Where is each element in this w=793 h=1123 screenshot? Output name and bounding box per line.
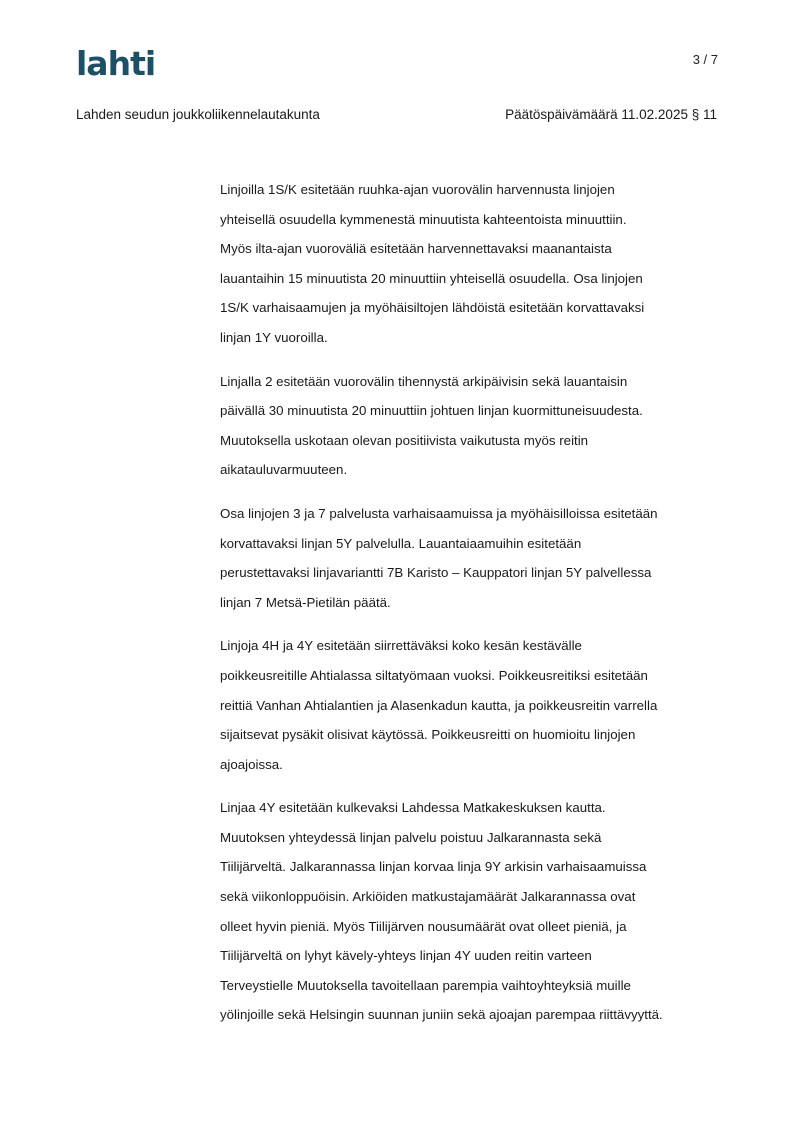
- text-line: Linjalla 2 esitetään vuorovälin tihennystä arkipäivisin sekä lauantaisin: [220, 373, 628, 389]
- organization-name: Lahden seudun joukkoliikennelautakunta: [76, 107, 320, 122]
- text-line: Muutoksen yhteydessä linjan palvelu poistuu Jalkarannasta sekä: [220, 829, 602, 845]
- text-line: Linjoja 4H ja 4Y esitetään siirrettäväksi koko kesän kestävälle: [220, 638, 582, 654]
- text-line: reittiä Vanhan Ahtialantien ja Alasenkadun kautta, ja poikkeusreitin varrella: [220, 697, 658, 713]
- text-line: Terveystielle Muutoksella tavoitellaan parempia vaihtoyhteyksiä muille: [220, 977, 631, 993]
- text-line: yölinjoille sekä Helsingin suunnan juniin sekä ajoajan parempaa riittävyyttä.: [220, 1007, 663, 1023]
- document-body: [220, 175, 720, 1044]
- text-line: aikatauluvarmuuteen.: [220, 462, 348, 478]
- paragraph: [220, 793, 720, 1030]
- text-line: Myös ilta-ajan vuoroväliä esitetään harvennettavaksi maanantaista: [220, 241, 612, 257]
- text-line: perustettavaksi linjavariantti 7B Karisto – Kauppatori linjan 5Y palvellessa: [220, 565, 652, 581]
- lahti-logo: lahti: [76, 44, 156, 83]
- paragraph: [220, 499, 720, 617]
- text-line: Linjoilla 1S/K esitetään ruuhka-ajan vuorovälin harvennusta linjojen: [220, 182, 615, 197]
- text-line: poikkeusreitille Ahtialassa siltatyömaan vuoksi. Poikkeusreitiksi esitetään: [220, 667, 648, 683]
- decision-date: Päätöspäivämäärä 11.02.2025 § 11: [505, 107, 717, 122]
- page-number: 3 / 7: [692, 52, 718, 67]
- paragraph: [220, 631, 720, 779]
- text-line: 1S/K varhaisaamujen ja myöhäisiltojen lähdöistä esitetään korvattavaksi: [220, 300, 645, 316]
- text-line: olleet hyvin pieniä. Myös Tiilijärven nousumäärät ovat olleet pieniä, ja: [220, 918, 627, 934]
- paragraph: [220, 367, 720, 485]
- text-line: Tiilijärveltä. Jalkarannassa linjan korvaa linja 9Y arkisin varhaisaamuissa: [220, 859, 647, 875]
- text-line: linjan 7 Metsä-Pietilän päätä.: [220, 594, 391, 610]
- text-line: Linjaa 4Y esitetään kulkevaksi Lahdessa Matkakeskuksen kautta.: [220, 800, 606, 816]
- text-line: päivällä 30 minuutista 20 minuuttiin johtuen linjan kuormittuneisuudesta.: [220, 403, 643, 419]
- text-line: Muutoksella uskotaan olevan positiivista vaikutusta myös reitin: [220, 432, 589, 448]
- text-line: Osa linjojen 3 ja 7 palvelusta varhaisaamuissa ja myöhäisilloissa esitetään: [220, 505, 658, 521]
- text-line: lauantaihin 15 minuutista 20 minuuttiin yhteisellä osuudella. Osa linjojen: [220, 270, 643, 286]
- text-line: yhteisellä osuudella kymmenestä minuutista kahteentoista minuuttiin.: [220, 211, 627, 227]
- text-line: sijaitsevat pysäkit olisivat käytössä. Poikkeusreitti on huomioitu linjojen: [220, 727, 636, 743]
- paragraph: [220, 175, 720, 353]
- text-line: korvattavaksi linjan 5Y palvelulla. Lauantaiaamuihin esitetään: [220, 535, 582, 551]
- text-line: ajoajoissa.: [220, 756, 283, 772]
- text-line: sekä viikonloppuöisin. Arkiöiden matkustajamäärät Jalkarannassa ovat: [220, 889, 636, 905]
- text-line: linjan 1Y vuoroilla.: [220, 329, 328, 345]
- text-line: Tiilijärveltä on lyhyt kävely-yhteys linjan 4Y uuden reitin varteen: [220, 948, 592, 964]
